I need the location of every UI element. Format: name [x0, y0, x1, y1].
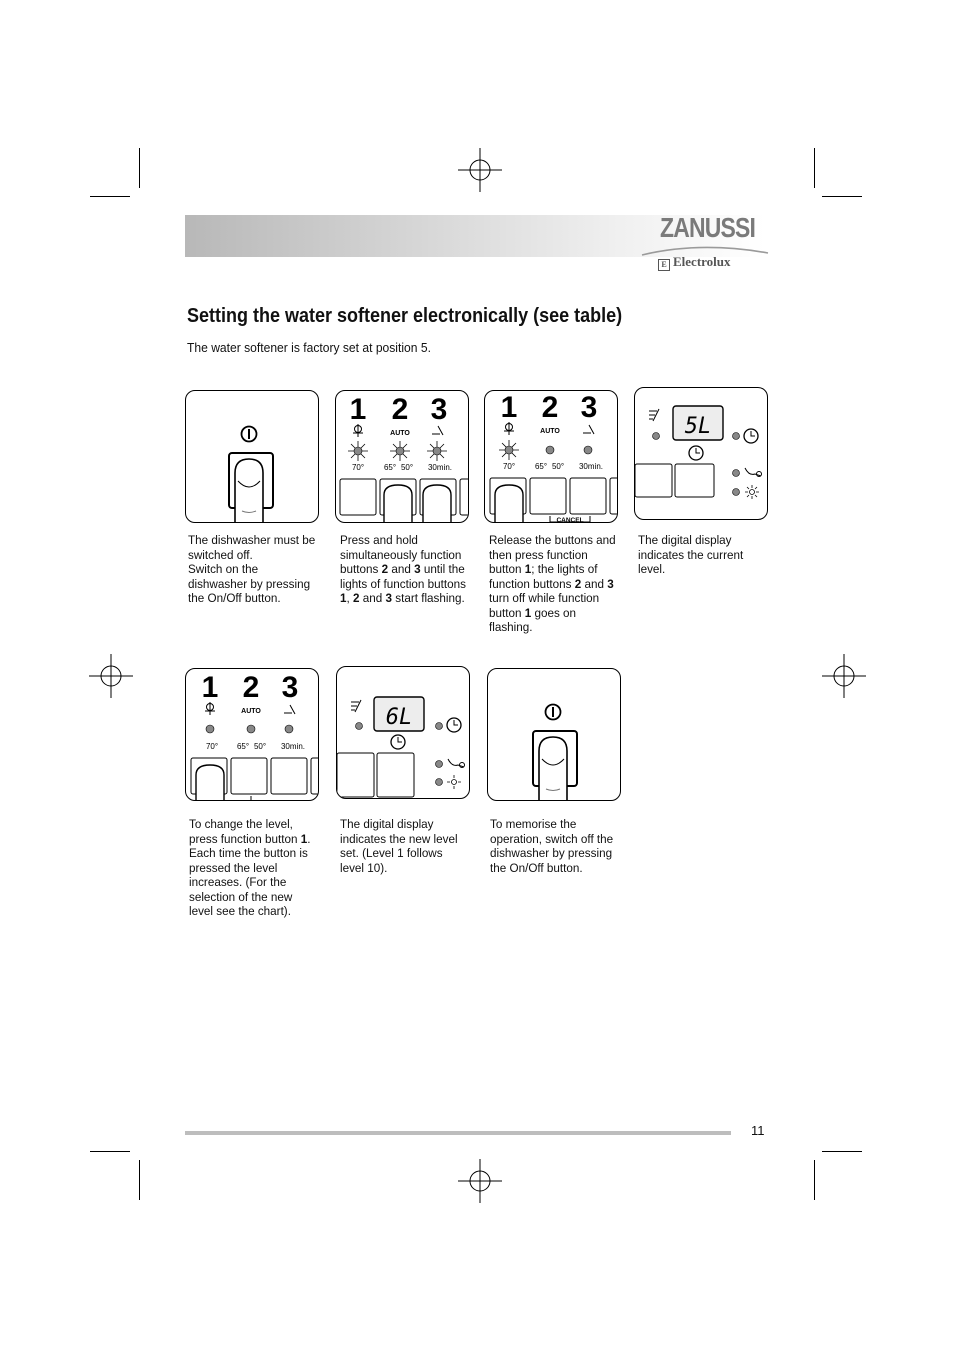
- step-2-caption: [340, 533, 468, 606]
- registration-mark-icon: [458, 148, 502, 192]
- sub-brand-label: Electrolux: [673, 254, 731, 269]
- crop-mark: [822, 196, 862, 197]
- temp-30min: 30min.: [427, 463, 453, 472]
- step-1-illustration: [185, 390, 319, 523]
- caption-bold: 1: [524, 562, 532, 576]
- temp-30min: 30min.: [578, 462, 604, 471]
- rinse-aid-icon: [745, 485, 759, 499]
- caption-bold: 1: [524, 605, 532, 620]
- step-4-caption: The digital display indicates the current level.: [638, 533, 744, 576]
- function-number-3: 3: [281, 671, 299, 704]
- sub-brand: [658, 254, 731, 271]
- auto-label: AUTO: [241, 708, 261, 715]
- rinse-aid-icon: [447, 775, 461, 789]
- step-4-illustration: [634, 387, 768, 520]
- step-5-caption: [189, 817, 317, 919]
- caption-bold: 1: [340, 591, 347, 605]
- caption-text: and: [581, 576, 608, 591]
- finger-icon: [495, 485, 523, 522]
- step-6-caption: The digital display indicates the new level set. (Level 1 follows level 10).: [340, 817, 458, 875]
- crop-mark: [139, 1160, 140, 1200]
- caption-text: Press and hold simultaneously function buttons: [340, 533, 462, 576]
- crop-mark: [90, 196, 130, 197]
- caption-text: until the lights of function buttons: [340, 562, 466, 591]
- caption-line: Switch on the dishwasher by pressing the On/Off button.: [188, 562, 311, 605]
- power-icon: [546, 705, 561, 720]
- rinse-aid-icon: [432, 426, 443, 435]
- step-1-caption: [188, 533, 316, 606]
- clock-icon: [689, 446, 703, 460]
- step-2-illustration: [335, 390, 469, 523]
- clock-icon: [391, 735, 405, 749]
- temp-50: 50°: [400, 463, 414, 472]
- function-number-3: 3: [430, 393, 448, 426]
- intro-text: The water softener is factory set at position 5.: [187, 340, 431, 355]
- page-title: Setting the water softener electronically (see table): [187, 305, 623, 327]
- caption-text: start flashing.: [391, 591, 465, 605]
- registration-mark-icon: [822, 654, 866, 698]
- caption-bold: 2: [574, 576, 582, 591]
- temp-70: 70°: [502, 462, 516, 471]
- function-number-2: 2: [391, 393, 409, 426]
- function-number-1: 1: [349, 393, 367, 426]
- temp-70: 70°: [351, 463, 365, 472]
- step-7-caption: To memorise the operation, switch off the dishwasher by pressing the On/Off button.: [490, 817, 614, 875]
- caption-text: Release the buttons and then press function button: [489, 533, 616, 576]
- digital-display-new: 6L: [385, 705, 413, 730]
- page-number: 11: [751, 1123, 765, 1138]
- salt-icon: [745, 468, 762, 477]
- auto-label: AUTO: [540, 428, 560, 435]
- temp-65: 65°: [236, 742, 250, 751]
- step-7-illustration: [487, 668, 621, 801]
- crop-mark: [814, 1160, 815, 1200]
- caption-line: The dishwasher must be switched off.: [188, 533, 316, 562]
- caption-text: and: [388, 562, 415, 576]
- function-number-1: 1: [500, 391, 518, 424]
- caption-bold: 3: [607, 576, 614, 591]
- function-number-3: 3: [580, 391, 598, 424]
- rinse-aid-icon: [583, 425, 594, 434]
- caption-bold: 2: [381, 562, 389, 576]
- temp-65: 65°: [534, 462, 548, 471]
- electrolux-logo-icon: E: [658, 259, 670, 271]
- temp-50: 50°: [551, 462, 565, 471]
- cancel-label: CANCEL: [556, 517, 584, 522]
- half-load-icon: [351, 700, 361, 712]
- clock-icon: [447, 718, 461, 732]
- caption-text: To change the level, press function button: [189, 817, 301, 846]
- caption-text: . Each time the button is pressed the level increases. (For the selection of the new level see the chart).: [189, 831, 311, 918]
- brand-logo: ZANUSSI: [660, 212, 756, 243]
- step-3-illustration: [484, 390, 618, 523]
- caption-bold: 3: [385, 591, 392, 605]
- half-load-icon: [649, 409, 659, 421]
- finger-icon: [196, 765, 224, 800]
- step-5-illustration: [185, 668, 319, 801]
- finger-icon: [235, 459, 263, 522]
- temp-30min: 30min.: [280, 742, 306, 751]
- crop-mark: [90, 1151, 130, 1152]
- caption-text: ; the lights of function buttons: [489, 562, 598, 591]
- temp-70: 70°: [205, 742, 219, 751]
- crop-mark: [814, 148, 815, 188]
- rinse-aid-icon: [284, 705, 295, 714]
- finger-icon: [539, 737, 567, 800]
- footer-rule: [185, 1131, 731, 1135]
- auto-label: AUTO: [390, 430, 410, 437]
- temp-50: 50°: [253, 742, 267, 751]
- digital-display-current: 5L: [684, 414, 712, 439]
- caption-text: turn off while function button: [489, 591, 600, 620]
- registration-mark-icon: [458, 1159, 502, 1203]
- caption-bold: 2: [353, 591, 360, 605]
- caption-text: ,: [346, 591, 354, 605]
- temp-65: 65°: [383, 463, 397, 472]
- caption-bold: 3: [414, 562, 421, 576]
- function-number-1: 1: [201, 671, 219, 704]
- clock-icon: [744, 429, 758, 443]
- crop-mark: [139, 148, 140, 188]
- function-number-2: 2: [242, 671, 260, 704]
- function-number-2: 2: [541, 391, 559, 424]
- power-icon: [242, 427, 257, 442]
- finger-icon: [384, 485, 451, 522]
- step-3-caption: [489, 533, 617, 635]
- caption-bold: 1: [300, 831, 308, 846]
- salt-icon: [448, 759, 465, 768]
- registration-mark-icon: [89, 654, 133, 698]
- crop-mark: [822, 1151, 862, 1152]
- step-6-illustration: [336, 666, 470, 799]
- caption-text: goes on flashing.: [489, 605, 577, 634]
- caption-text: and: [359, 591, 386, 605]
